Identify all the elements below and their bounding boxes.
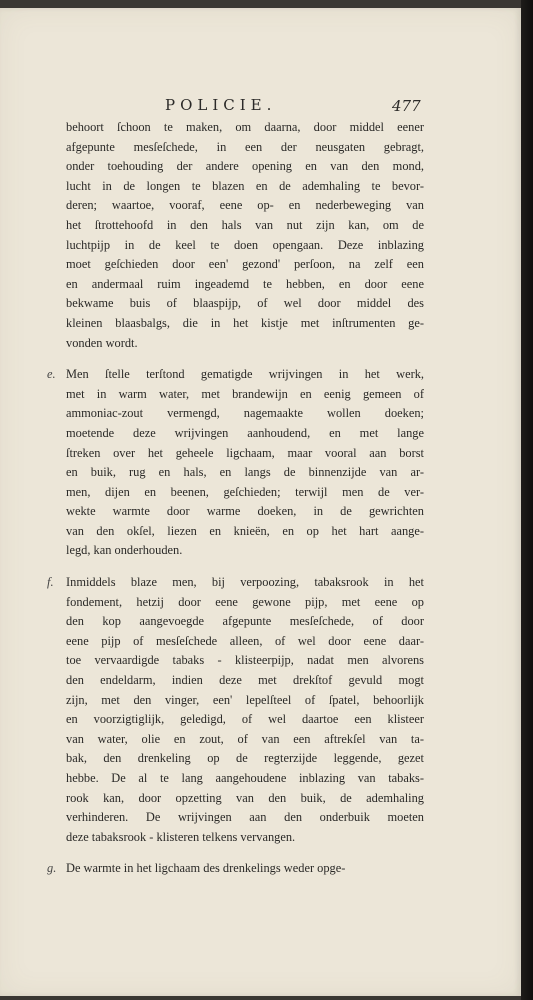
text-line: men, dijen en beenen, geſchieden; terwijl men de ver- <box>66 484 424 499</box>
text-line: toe vervaardigde tabaks - klisteerpijp, nadat men alvorens <box>66 653 424 668</box>
text-line: bekwame buis of blaaspijp, of wel door middel des <box>66 296 424 311</box>
text-line: vonden wordt. <box>66 335 138 350</box>
body-text <box>47 118 424 879</box>
text-line: rook kan, door opzetting van den buik, de ademhaling <box>66 790 424 805</box>
paragraph <box>47 859 424 879</box>
text-line: van water, olie en zout, of van een aftrekſel van ta- <box>66 731 424 746</box>
text-line: legd, kan onderhouden. <box>66 543 183 558</box>
text-line: en andermaal ruim ingeademd te hebben, en door eene <box>66 276 424 291</box>
text-line: eene pijp of mesſeſchede alleen, of wel door eene daar- <box>66 633 424 648</box>
text-line: van den okſel, liezen en knieën, en op het hart aange- <box>66 523 424 538</box>
text-line: luchtpijp in de keel te doen opengaan. Deze inblazing <box>66 237 424 252</box>
text-line: kleinen blaasbalgs, die in het kistje met inſtrumenten ge- <box>66 315 424 330</box>
paragraph <box>47 365 424 561</box>
text-line: den endeldarm, indien deze met drekſtof gevuld mogt <box>66 673 424 688</box>
text-line: deren; waartoe, vooraf, eene op- en nederbeweging van <box>66 198 424 213</box>
text-line: bak, den drenkeling op de regterzijde leggende, gezet <box>66 751 424 766</box>
paragraph-marker: f. <box>47 575 54 590</box>
text-line: en buik, rug en hals, en langs de binnenzijde van ar- <box>66 465 424 480</box>
text-line: fondement, hetzij door eene gewone pijp, met eene op <box>66 594 424 609</box>
text-line: lucht in de longen te blazen en de ademhaling te bevor- <box>66 178 424 193</box>
paragraph-marker: g. <box>47 861 57 876</box>
text-line: wekte warmte door warme doeken, in de gewrichten <box>66 504 424 519</box>
text-line: het ſtrottehoofd in den hals van nut zijn kan, om de <box>66 217 424 232</box>
text-line: moetende deze wrijvingen aanhoudend, en met lange <box>66 425 424 440</box>
text-line: onder toehouding der andere opening en van den mond, <box>66 159 424 174</box>
text-line: moet geſchieden door een' gezond' perſoon, na zelf een <box>66 257 424 272</box>
text-line: deze tabaksrook - klisteren telkens vervangen. <box>66 829 296 844</box>
text-line: De warmte in het ligchaam des drenkelings weder opge- <box>66 861 346 876</box>
paragraph <box>47 573 424 847</box>
text-line: met in warm water, met brandewijn en eenig gemeen of <box>66 386 424 401</box>
text-line: ammoniac-zout vermengd, nagemaakte wollen doeken; <box>66 406 424 421</box>
text-line: Inmiddels blaze men, bij verpoozing, tabaksrook in het <box>66 575 424 590</box>
page-header <box>0 96 521 120</box>
text-line: hebbe. De al te lang aangehoudene inblazing van tabaks- <box>66 771 424 785</box>
text-line: ſtreken over het geheele ligchaam, maar vooral aan borst <box>66 445 424 460</box>
running-title: POLICIE. <box>165 96 277 114</box>
text-line: verhinderen. De wrijvingen aan den onderbuik moeten <box>66 810 424 825</box>
paragraph <box>66 118 424 353</box>
text-line: zijn, met den vinger, een' lepelſteel of ſpatel, behoorlijk <box>66 692 424 707</box>
text-line: Men ſtelle terſtond gematigde wrijvingen in het werk, <box>66 367 424 382</box>
paragraph-marker: e. <box>47 367 56 382</box>
page-number: 477 <box>392 97 421 115</box>
text-line: behoort ſchoon te maken, om daarna, door middel eener <box>66 120 424 134</box>
scan-edge <box>521 0 533 1000</box>
text-line: afgepunte mesſeſchede, in een der neusgaten gebragt, <box>66 139 424 154</box>
text-line: den kop aangevoegde afgepunte mesſeſchede, of door <box>66 614 424 629</box>
text-line: en voorzigtiglijk, geledigd, of wel daartoe een klisteer <box>66 712 424 727</box>
